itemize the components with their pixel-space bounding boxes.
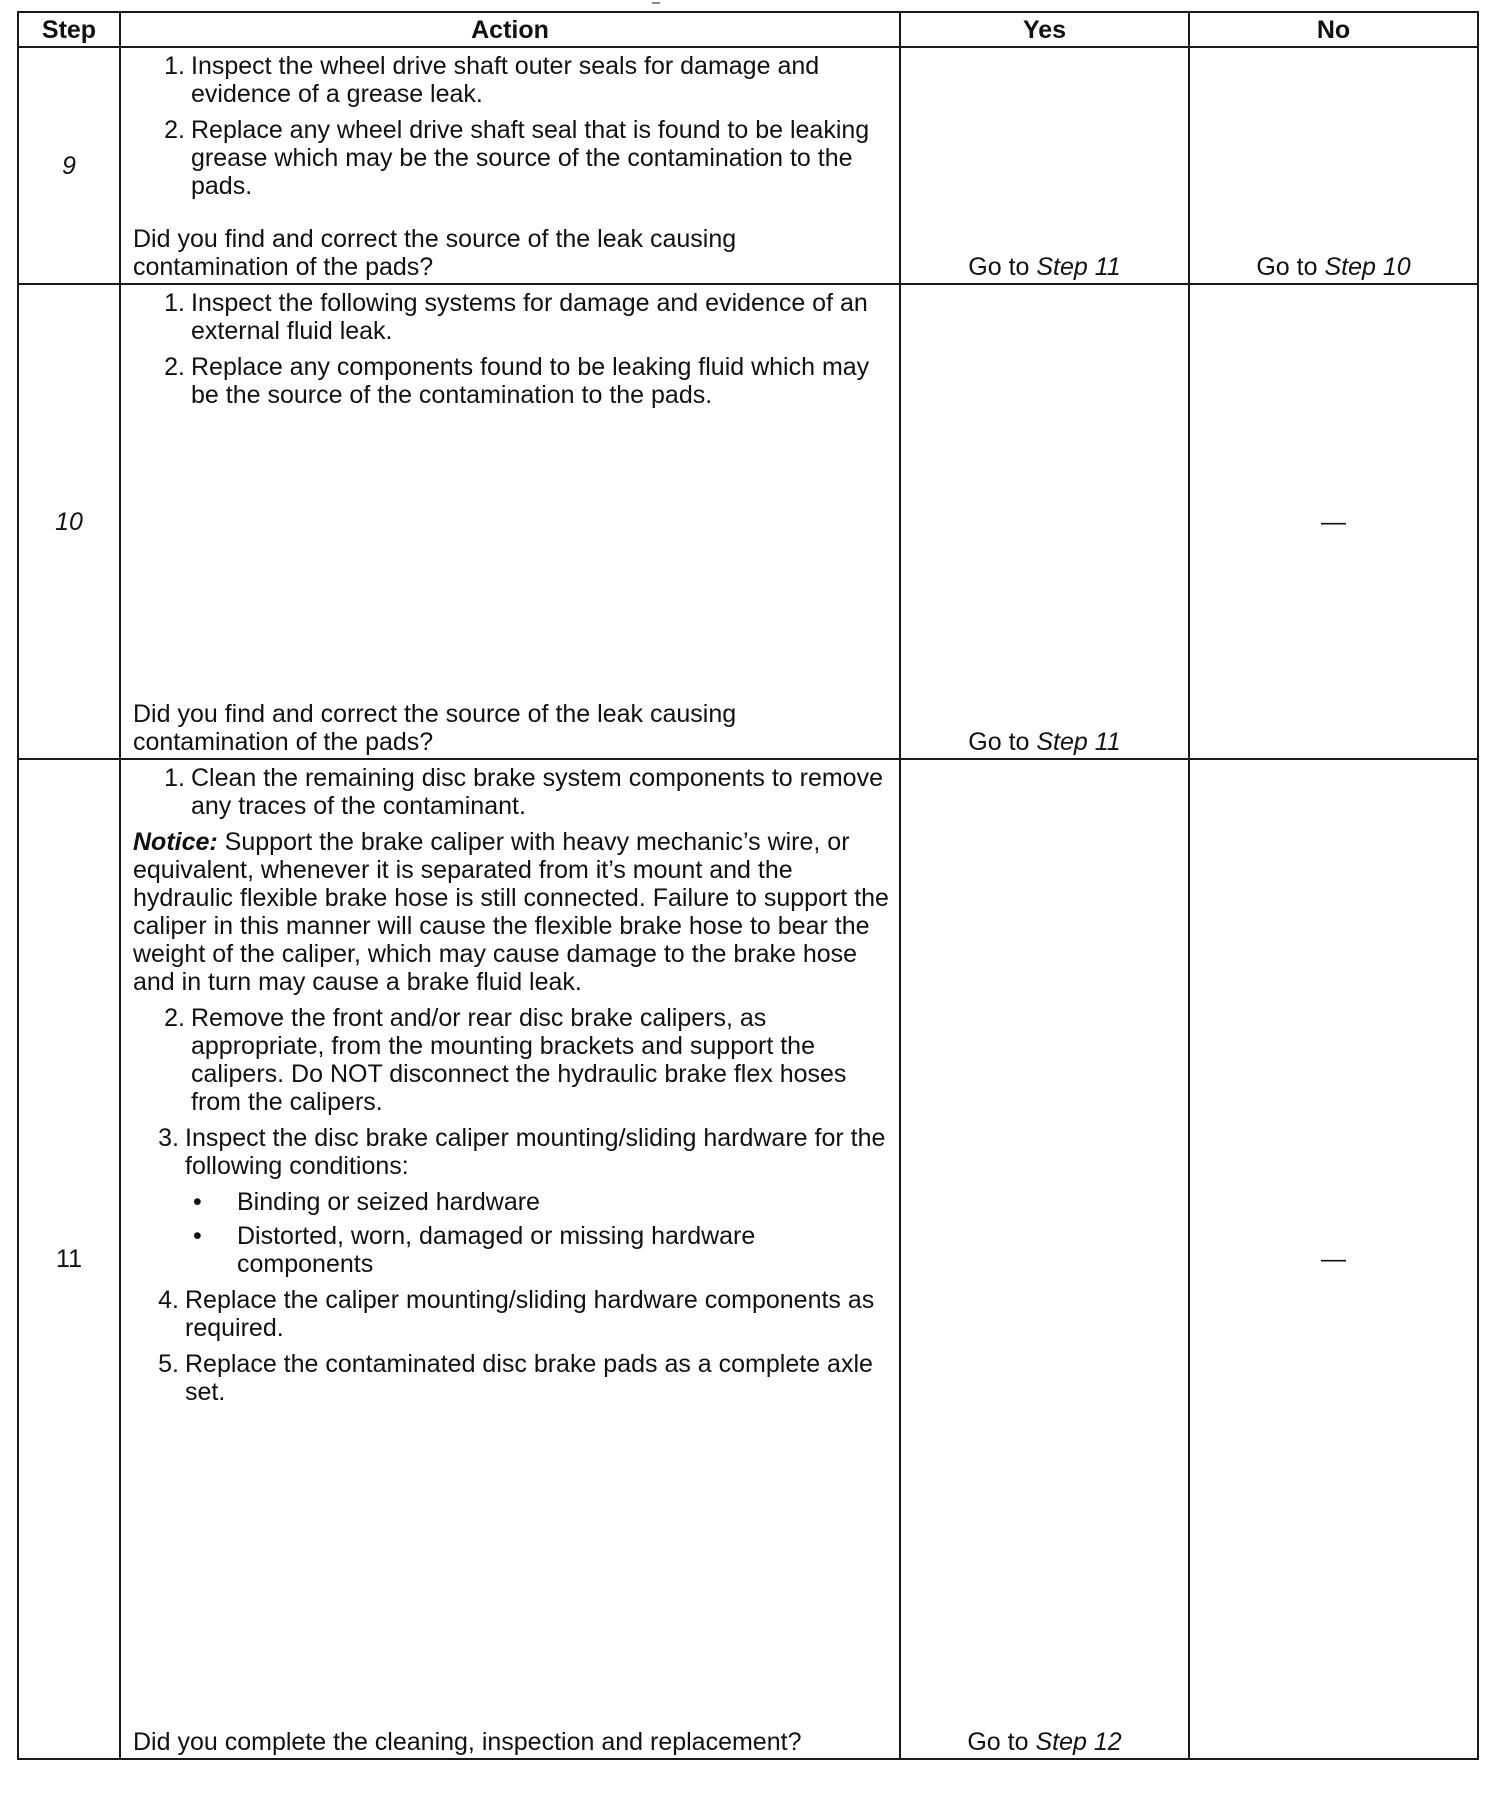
step-number: 11 <box>18 759 120 1759</box>
no-cell <box>1189 759 1478 1759</box>
yes-answer: Go to Step 11 <box>968 253 1121 281</box>
header-action: Action <box>120 12 900 47</box>
yes-cell <box>900 47 1189 284</box>
no-answer: Go to Step 10 <box>1256 253 1411 281</box>
yes-answer: Go to Step 12 <box>967 1728 1122 1756</box>
notice-label: Notice: <box>133 828 218 856</box>
yes-answer: Go to Step 11 <box>968 728 1121 756</box>
no-answer-dash: — <box>1321 1245 1346 1273</box>
list-item: 1. Clean the remaining disc brake system components to remove any traces of the contaminant. <box>164 764 883 820</box>
table-row-step-9 <box>18 47 1478 284</box>
bullet-list <box>185 1188 889 1278</box>
no-answer-dash: — <box>1321 507 1346 536</box>
list-item: 1. Inspect the wheel drive shaft outer seals for damage and evidence of a grease leak. <box>164 52 820 108</box>
step-number: 10 <box>18 284 120 759</box>
question-text: Did you complete the cleaning, inspection and replacement? <box>133 1728 802 1756</box>
no-cell <box>1189 47 1478 284</box>
table-header-row <box>18 12 1478 47</box>
table-row-step-10 <box>18 284 1478 759</box>
notice-paragraph: Notice: Support the brake caliper with heavy mechanic’s wire, or equivalent, whenever it is separated from it’s mount and the hydraulic flexible brake hose is still connected. Failure to support the caliper in this manner will cause the flexible brake hose to bear the weight of the caliper, which may cause damage to the brake hose and in turn may cause a brake fluid leak. <box>133 828 889 996</box>
yes-cell <box>900 759 1189 1759</box>
list-item: 5. Replace the contaminated disc brake pads as a complete axle set. <box>158 1350 873 1406</box>
header-step: Step <box>18 12 120 47</box>
action-cell <box>120 759 900 1759</box>
header-yes: Yes <box>900 12 1189 47</box>
list-item: 4. Replace the caliper mounting/sliding hardware components as required. <box>158 1286 875 1342</box>
table-row-step-11 <box>18 759 1478 1759</box>
question-text: Did you find and correct the source of the leak causing contamination of the pads? <box>133 700 737 756</box>
step-number: 9 <box>18 47 120 284</box>
list-item: 2. Remove the front and/or rear disc brake calipers, as appropriate, from the mounting brackets and support the calipers. Do NOT disconnect the hydraulic brake flex hoses from the calipers. <box>164 1004 847 1116</box>
action-cell <box>120 47 900 284</box>
list-item: 1. Inspect the following systems for damage and evidence of an external fluid leak. <box>164 289 868 345</box>
diagnostic-table <box>17 11 1479 1760</box>
header-no: No <box>1189 12 1478 47</box>
list-item: 3. Inspect the disc brake caliper mounting/sliding hardware for the following conditions: • Binding or seized hardware • Distorted, worn, damaged or missing hardware components <box>133 1124 889 1278</box>
yes-cell <box>900 284 1189 759</box>
question-text: Did you find and correct the source of the leak causing contamination of the pads? <box>133 225 737 281</box>
no-cell <box>1189 284 1478 759</box>
action-cell <box>120 284 900 759</box>
list-item: 2. Replace any components found to be leaking fluid which may be the source of the contamination to the pads. <box>164 353 870 409</box>
bullet-item: • Distorted, worn, damaged or missing hardware components <box>185 1222 889 1278</box>
list-item: 2. Replace any wheel drive shaft seal that is found to be leaking grease which may be the source of the contamination to the pads. <box>164 116 870 200</box>
scan-mark <box>652 2 660 4</box>
bullet-item: • Binding or seized hardware <box>185 1188 889 1216</box>
